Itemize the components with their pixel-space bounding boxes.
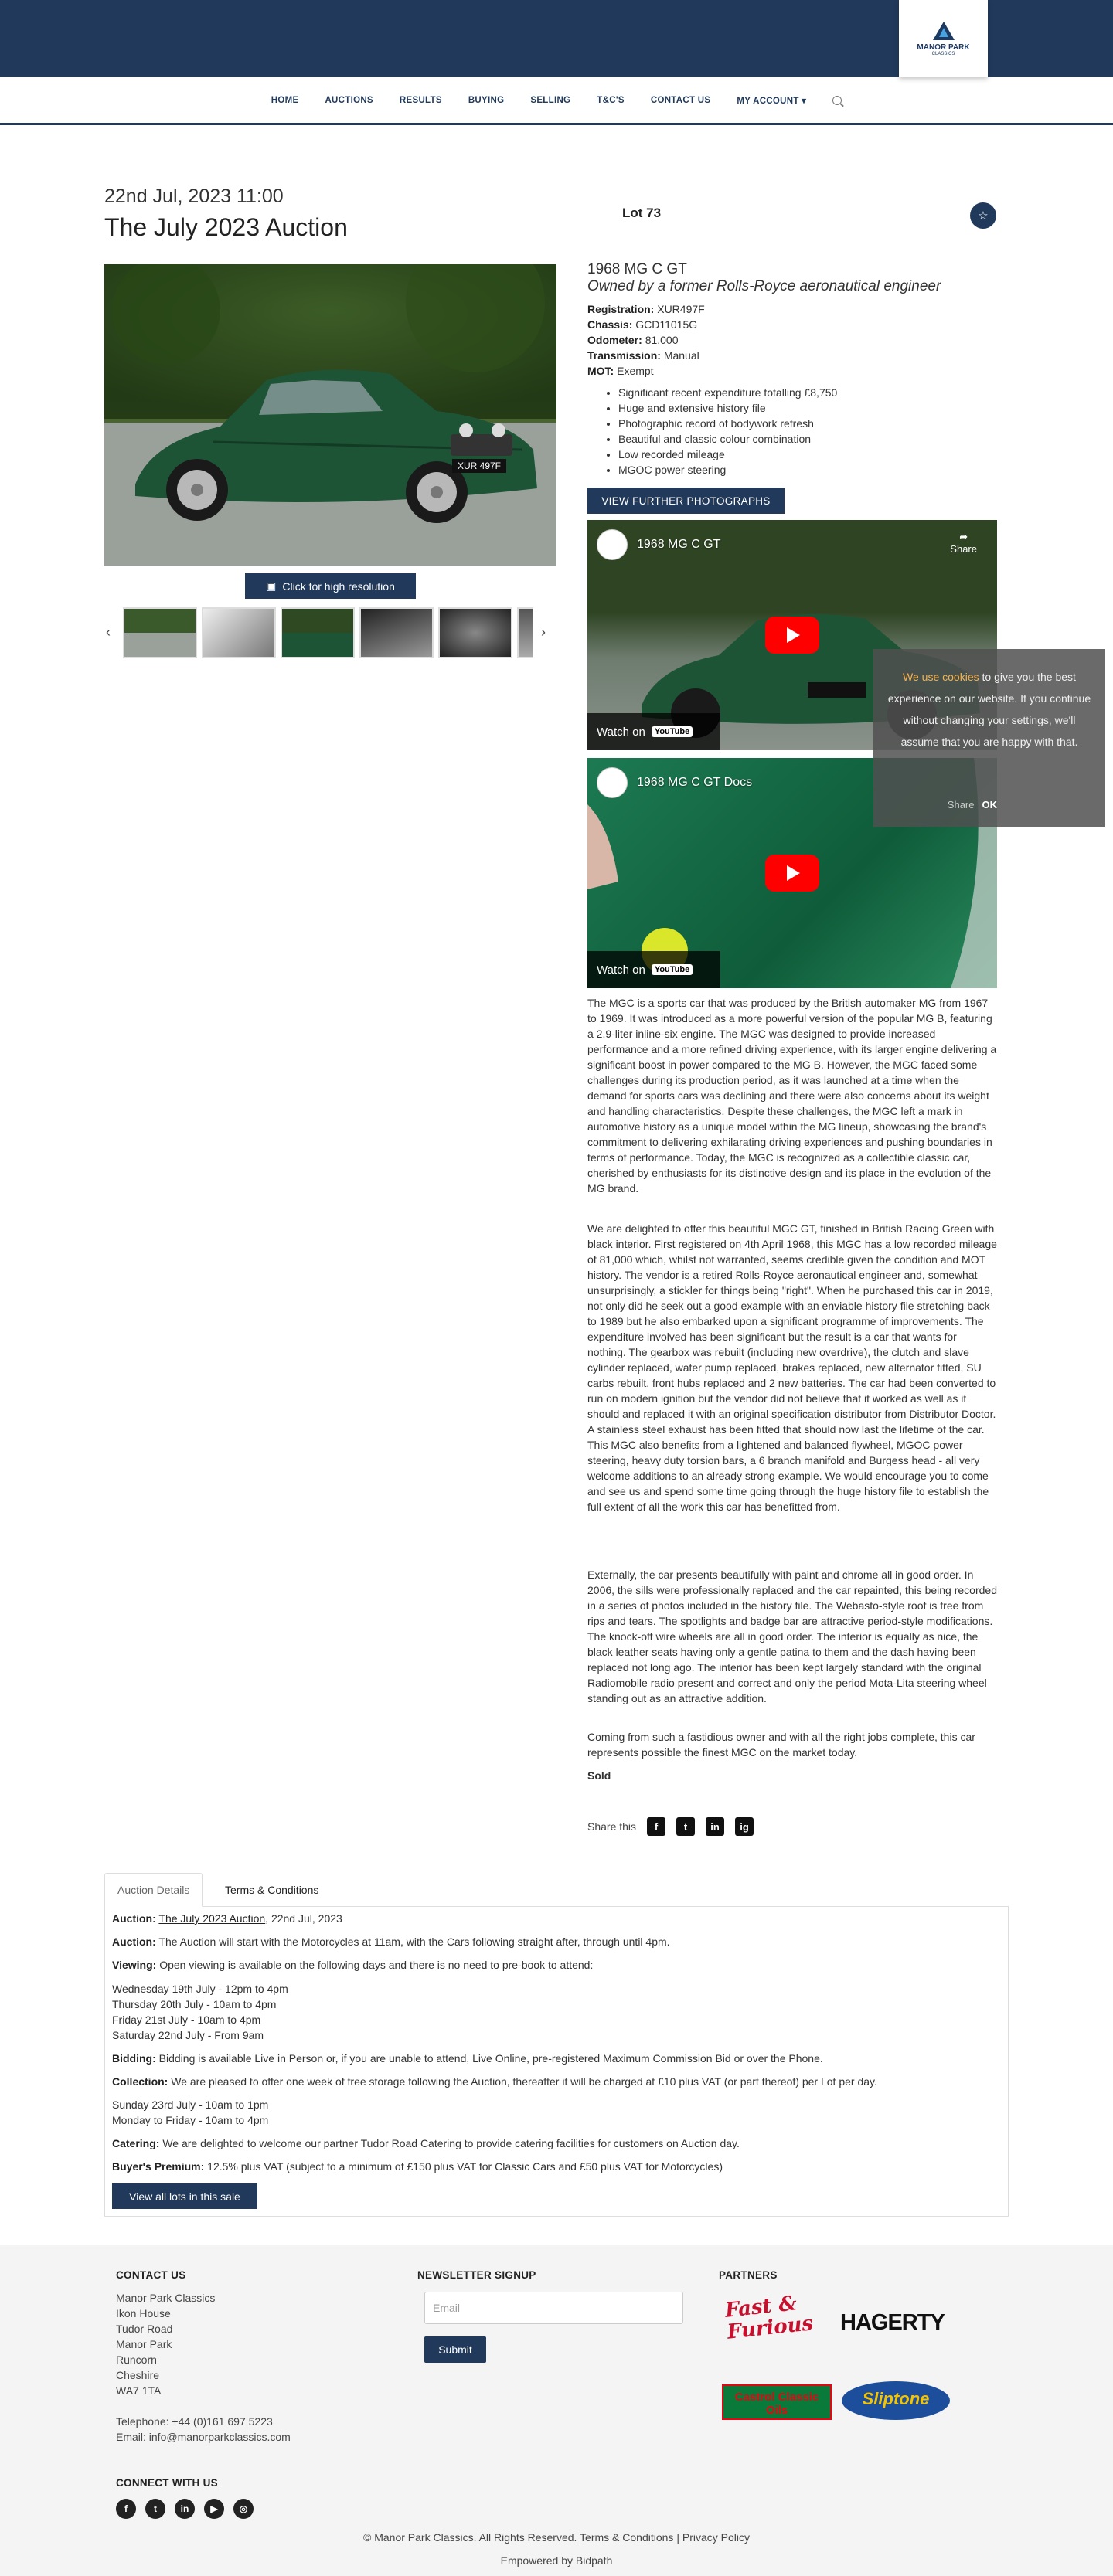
nav-buying[interactable]: BUYING: [468, 95, 505, 105]
list-item: • Huge and extensive history file: [618, 402, 837, 417]
carousel-next-icon[interactable]: ›: [541, 624, 546, 640]
twitter-icon[interactable]: t: [676, 1817, 695, 1836]
nav-home[interactable]: HOME: [271, 95, 299, 105]
video-share-1[interactable]: ➦ Share: [950, 531, 977, 555]
nav-contact[interactable]: CONTACT US: [650, 95, 711, 105]
tab-terms-conditions[interactable]: Terms & Conditions: [225, 1884, 319, 1896]
linkedin-icon[interactable]: in: [706, 1817, 724, 1836]
twitter-icon[interactable]: t: [145, 2499, 165, 2519]
cookie-actions: Share OK: [947, 799, 997, 811]
share-label: Share this: [587, 1820, 637, 1833]
view-all-lots-button[interactable]: View all lots in this sale: [112, 2183, 257, 2209]
collection-day: Sunday 23rd July - 10am to 1pm: [112, 2099, 269, 2111]
video-title-1: 1968 MG C GT: [597, 529, 720, 560]
carousel-prev-icon[interactable]: ‹: [106, 624, 111, 640]
video-title-2: 1968 MG C GT Docs: [597, 767, 752, 798]
youtube-icon[interactable]: ▶: [204, 2499, 224, 2519]
thumbnail-2[interactable]: [202, 607, 276, 658]
address-line: Cheshire: [116, 2369, 160, 2381]
description-paragraph-2: We are delighted to offer this beautiful MGC GT, finished in British Racing Green with black interior. First registered on 4th April 1968, this MGC has a low recorded mileage of 81,000 which, whilst not warranted, seems credible given the condition and MOT history. The vendor is a retired Rolls-Royce aeronautical engineer and, somewhat unsurprisingly, a stickler for things being "right". When he purchased this car in 2019, not only did he seek out a good example with an enviable history file stretching back to 1989 but he also embarked upon a significant programme of improvements. The expenditure involved has been significant but the result is a car that wants for nothing. The gearbox was rebuilt (including new overdrive), the clutch and slave cylinder replaced, water pump replaced, brakes replaced, new alternator fitted, SU carbs rebuilt, front hubs replaced and 2 new batteries. The car had been converted to run on modern ignition but the vendor did not believe that it worked as well as it should and replaced it with an original specification distributor from Distributor Doctor. A stainless steel exhaust has been fitted that should now last the lifetime of the car. This MGC also benefits from a lightened and balanced flywheel, MGOC power steering, heavy duty torsion bars, a 6 branch manifold and Burgess head - all very welcome additions to an already strong example. We would encourage you to come and see us and spend some time going through the huge history file to establish the full extent of all the work this car has benefitted from.: [587, 1222, 997, 1513]
address-line: Manor Park: [116, 2338, 172, 2350]
watch-on-youtube-2[interactable]: Watch on YouTube: [587, 951, 720, 988]
main-nav: [0, 77, 1113, 125]
high-resolution-label: Click for high resolution: [282, 579, 395, 593]
social-links: [116, 2499, 254, 2519]
nav-my-account[interactable]: MY ACCOUNT ▾: [737, 96, 807, 106]
spec-chassis: Chassis: GCD11015G: [587, 318, 698, 331]
cookie-ok-button[interactable]: OK: [982, 799, 997, 811]
spec-odometer: Odometer: 81,000: [587, 334, 679, 346]
car-photo-illustration: [104, 264, 556, 566]
logo-sub: CLASSICS: [931, 51, 955, 56]
lot-number: Lot 73: [622, 206, 662, 220]
main-vehicle-image[interactable]: [104, 264, 556, 566]
list-item: • Photographic record of bodywork refresh: [618, 417, 837, 433]
contact-heading: CONTACT US: [116, 2269, 186, 2281]
list-item: • Beautiful and classic colour combination: [618, 433, 837, 448]
favourite-star-icon[interactable]: ☆: [970, 202, 996, 229]
telephone[interactable]: Telephone: +44 (0)161 697 5223: [116, 2415, 273, 2428]
list-item: • Low recorded mileage: [618, 448, 837, 464]
auction-date: 22nd Jul, 2023 11:00: [104, 185, 284, 207]
newsletter-heading: NEWSLETTER SIGNUP: [417, 2269, 536, 2281]
connect-heading: CONNECT WITH US: [116, 2477, 218, 2489]
spec-mot: MOT: Exempt: [587, 365, 654, 377]
nav-selling[interactable]: SELLING: [530, 95, 571, 105]
auction-title: The July 2023 Auction: [104, 213, 348, 241]
partners-heading: PARTNERS: [719, 2269, 778, 2281]
detail-auction: Auction: The July 2023 Auction, 22nd Jul, 2023: [112, 1912, 342, 1925]
nav-terms[interactable]: T&C'S: [597, 95, 625, 105]
vehicle-model: 1968 MG C GT: [587, 261, 687, 277]
linkedin-icon[interactable]: in: [175, 2499, 195, 2519]
instagram-icon[interactable]: ◎: [233, 2499, 254, 2519]
high-resolution-button[interactable]: [245, 573, 416, 599]
thumbnail-strip: [123, 607, 533, 661]
description-paragraph-1: The MGC is a sports car that was produced by the British automaker MG from 1967 to 1969. It was introduced as a more powerful version of the popular MG B, featuring a 2.9-liter inline-six engine. The MGC was designed to provide increased performance and a more refined driving experience, with its larger engine delivering a significant boost in power compared to the MG B. However, the MGC faced some challenges during its production period, as it was launched at a time when the demand for sports cars was declining and there were also concerns about its weight and handling characteristics. Despite these challenges, the MGC left a mark in automotive history as a unique model within the MG lineup, showcasing the brand's commitment to delivering exhilarating driving experiences and pushing boundaries in terms of performance. Today, the MGC is recognized as a collectible classic car, cherished by enthusiasts for its distinctive design and its place in the evolution of the MG brand.: [587, 997, 997, 1195]
spec-transmission: Transmission: Manual: [587, 349, 699, 362]
list-item: • MGOC power steering: [618, 464, 837, 479]
cookie-banner: [873, 649, 1105, 827]
vehicle-tagline: Owned by a former Rolls-Royce aeronautical engineer: [587, 278, 941, 294]
instagram-icon[interactable]: ig: [735, 1817, 754, 1836]
viewing-day: Thursday 20th July - 10am to 4pm: [112, 1998, 277, 2010]
thumbnail-3[interactable]: [281, 607, 355, 658]
copyright: © Manor Park Classics. All Rights Reserved. Terms & Conditions | Privacy Policy: [363, 2531, 750, 2544]
site-logo[interactable]: [899, 0, 988, 77]
newsletter-email-input[interactable]: Email: [424, 2292, 683, 2324]
channel-avatar: [597, 767, 628, 798]
nav-auctions[interactable]: AUCTIONS: [325, 95, 373, 105]
address-line: Runcorn: [116, 2353, 157, 2366]
nav-results[interactable]: RESULTS: [399, 95, 442, 105]
partner-castrol-logo[interactable]: Castrol Classic Oils: [722, 2384, 832, 2420]
cookie-link[interactable]: We use cookies: [903, 671, 979, 683]
viewing-day: Friday 21st July - 10am to 4pm: [112, 2014, 261, 2026]
details-tabs: [104, 1873, 1009, 1907]
play-icon[interactable]: [765, 855, 819, 892]
logo-triangle-icon: [933, 22, 955, 40]
logo-name: MANOR PARK: [917, 42, 970, 52]
address-line: Ikon House: [116, 2307, 171, 2319]
address-line: WA7 1TA: [116, 2384, 162, 2397]
partner-sliptone-logo[interactable]: Sliptone: [842, 2381, 950, 2420]
detail-auction-times: Auction: The Auction will start with the Motorcycles at 11am, with the Cars following straight after, through until 4pm.: [112, 1935, 670, 1948]
spec-registration: Registration: XUR497F: [587, 303, 705, 315]
highlights-list: [618, 386, 837, 479]
thumbnail-1[interactable]: [123, 607, 197, 658]
watch-on-youtube-1[interactable]: Watch on YouTube: [587, 713, 720, 750]
contact-email[interactable]: Email: info@manorparkclassics.com: [116, 2431, 291, 2443]
viewing-day: Saturday 22nd July - From 9am: [112, 2029, 264, 2041]
channel-avatar: [597, 529, 628, 560]
facebook-icon[interactable]: f: [647, 1817, 665, 1836]
partner-fast-furious-logo[interactable]: Fast & Furious: [723, 2292, 815, 2344]
collection-day: Monday to Friday - 10am to 4pm: [112, 2114, 269, 2126]
detail-bidding: Bidding: Bidding is available Live in Person or, if you are unable to attend, Live Online, pre-registered Maximum Commission Bid or over the Phone.: [112, 2052, 823, 2065]
viewing-day: Wednesday 19th July - 12pm to 4pm: [112, 1983, 288, 1995]
thumbnail-5[interactable]: [438, 607, 512, 658]
address-line: Manor Park Classics: [116, 2292, 216, 2304]
share-bar: [587, 1817, 754, 1836]
cookie-text: to give you the best experience on our website. If you continue without changing your settings, we'll assume that you are happy with that.: [887, 671, 1091, 748]
youtube-icon: YouTube: [652, 964, 693, 975]
description-paragraph-3: Externally, the car presents beautifully with paint and chrome all in good order. In 2006, the sills were professionally replaced and the car repainted, this being recorded in a series of photos included in the history file. The Webasto-style roof is free from rips and tears. The spotlights and badge bar are attractive period-style modifications. The knock-off wire wheels are all in good order. The interior is equally as nice, the black leather seats having only a gentle patina to them and the dash having been replaced not long ago. The interior has been kept largely standard with the original Radiomobile radio present and correct and only the period Mota-Lita steering wheel standing out as an attractive addition.: [587, 1568, 997, 1704]
partner-hagerty-logo[interactable]: HAGERTY: [840, 2310, 945, 2335]
auction-link[interactable]: The July 2023 Auction: [158, 1912, 266, 1925]
detail-buyers-premium: Buyer's Premium: 12.5% plus VAT (subject to a minimum of £150 plus VAT for Classic Cars and £50 plus VAT for Motorcycles): [112, 2160, 723, 2173]
license-plate: XUR 497F: [457, 460, 502, 471]
newsletter-submit-button[interactable]: Submit: [424, 2336, 486, 2363]
address-line: Tudor Road: [116, 2323, 173, 2335]
play-icon[interactable]: [765, 617, 819, 654]
search-icon[interactable]: [832, 96, 842, 105]
further-photos-button[interactable]: VIEW FURTHER PHOTOGRAPHS: [587, 488, 785, 514]
thumbnail-carousel: [104, 607, 556, 661]
list-item: • Significant recent expenditure totalling £8,750: [618, 386, 837, 402]
empowered-by[interactable]: Empowered by Bidpath: [500, 2554, 613, 2567]
youtube-icon: YouTube: [652, 726, 693, 737]
description-paragraph-4: Coming from such a fastidious owner and with all the right jobs complete, this car represents possible the finest MGC on the market today.: [587, 1731, 975, 1759]
thumbnail-6[interactable]: [517, 607, 533, 658]
lot-status: Sold: [587, 1769, 611, 1782]
tab-auction-details[interactable]: Auction Details: [104, 1873, 203, 1907]
detail-collection: Collection: We are pleased to offer one week of free storage following the Auction, thereafter it will be charged at £10 plus VAT (or part thereof) per Lot per day.: [112, 2075, 877, 2088]
detail-viewing: Viewing: Open viewing is available on the following days and there is no need to pre-book to attend:: [112, 1959, 594, 1971]
facebook-icon[interactable]: f: [116, 2499, 136, 2519]
detail-catering: Catering: We are delighted to welcome our partner Tudor Road Catering to provide catering facilities for customers on Auction day.: [112, 2137, 740, 2149]
image-icon: ▣: [266, 579, 277, 592]
thumbnail-4[interactable]: [359, 607, 434, 658]
